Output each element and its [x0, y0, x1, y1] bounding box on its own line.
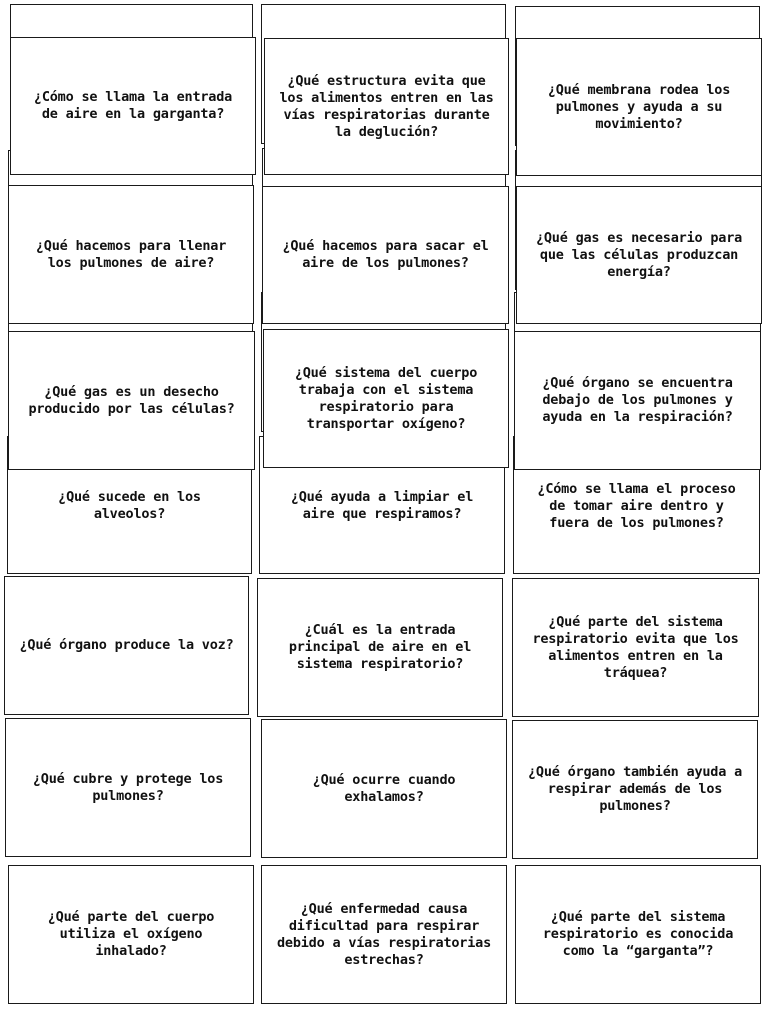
question-card [512, 720, 758, 859]
question-card [263, 329, 509, 468]
question-card [10, 37, 256, 175]
question-text: ¿Qué parte del cuerpo utiliza el oxígeno inhalado? [47, 909, 215, 959]
question-text: ¿Qué gas es necesario para que las células produzcan energía? [535, 229, 743, 280]
question-text: ¿Qué hacemos para llenar los pulmones de aire? [35, 237, 227, 271]
question-card [262, 186, 509, 324]
question-card [8, 865, 254, 1004]
question-card [8, 185, 254, 324]
question-text: ¿Qué órgano se encuentra debajo de los pulmones y ayuda en la respiración? [542, 375, 733, 425]
question-card [516, 38, 762, 176]
question-text: ¿Qué órgano también ayuda a respirar además de los pulmones? [527, 764, 743, 814]
question-card [516, 186, 762, 324]
question-card [264, 38, 509, 175]
question-card [8, 331, 255, 470]
question-text: ¿Qué sistema del cuerpo trabaja con el sistema respiratorio para transportar oxígeno? [294, 364, 478, 432]
question-text: ¿Qué parte del sistema respiratorio evita que los alimentos entren en la tráquea? [532, 613, 739, 681]
question-card [4, 576, 249, 715]
question-text: ¿Qué membrana rodea los pulmones y ayuda a su movimiento? [547, 81, 731, 132]
question-text: ¿Qué estructura evita que los alimentos entren en las vías respiratorias durante la deglución? [279, 72, 494, 140]
question-card [5, 718, 251, 857]
question-text: ¿Qué cubre y protege los pulmones? [32, 770, 224, 804]
question-card [257, 578, 503, 717]
question-text: ¿Qué ocurre cuando exhalamos? [312, 771, 456, 805]
question-text: ¿Qué ayuda a limpiar el aire que respiramos? [290, 489, 474, 522]
question-card [261, 719, 507, 858]
question-text: ¿Cuál es la entrada principal de aire en el sistema respiratorio? [288, 622, 472, 672]
question-card [261, 865, 507, 1004]
question-text: ¿Qué gas es un desecho producido por las células? [28, 383, 235, 417]
question-card [515, 865, 761, 1004]
question-text: ¿Qué parte del sistema respiratorio es conocida como la “garganta”? [542, 909, 734, 959]
question-text: ¿Qué hacemos para sacar el aire de los pulmones? [282, 238, 489, 271]
question-card [512, 578, 759, 717]
question-text: ¿Qué enfermedad causa dificultad para respirar debido a vías respiratorias estrechas? [276, 900, 492, 968]
question-text: ¿Qué sucede en los alveolos? [58, 489, 201, 522]
question-card [514, 331, 761, 470]
question-text: ¿Cómo se llama la entrada de aire en la garganta? [33, 89, 233, 122]
question-text: ¿Qué órgano produce la voz? [19, 637, 234, 653]
question-text: ¿Cómo se llama el proceso de tomar aire dentro y fuera de los pulmones? [537, 481, 736, 531]
